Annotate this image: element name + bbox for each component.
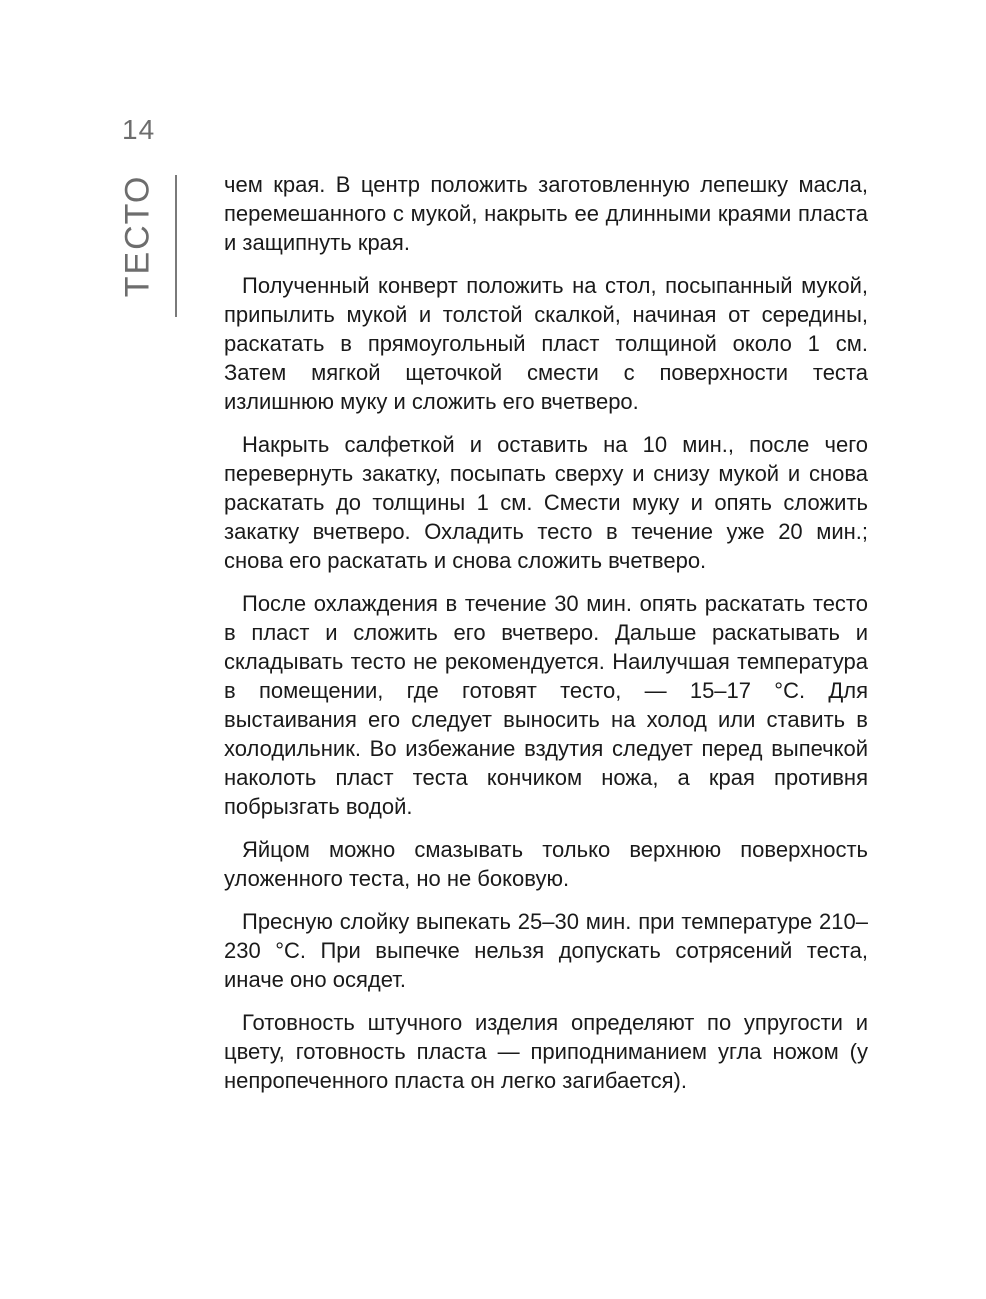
paragraph: После охлаждения в течение 30 мин. опять раскатать тесто в пласт и сложить его вчетверо. Дальше раскатывать и складывать тесто не рекомендуется. Наилучшая температура в помещении, где готовят тесто, — 15–17 °С. Для выстаивания его следует выносить на холод или ставить в холодильник. Во избежание вздутия следует перед выпечкой наколоть пласт теста кончиком ножа, а края противня побрызгать водой. [224, 591, 868, 819]
page-number: 14 [122, 114, 156, 145]
section-divider [175, 175, 177, 317]
section-title: ТЕСТО [118, 174, 157, 298]
paragraph: Накрыть салфеткой и оставить на 10 мин., после чего перевернуть закатку, посыпать сверху и снизу мукой и снова раскатать до толщины 1 см. Смести муку и опять сложить закатку вчетверо. Охладить тесто в течение уже 20 мин.; снова его раскатать и снова сложить вчетверо. [224, 432, 868, 573]
paragraph: чем края. В центр положить заготовленную лепешку масла, перемешанного с мукой, накрыть ее длинными краями пласта и защипнуть края. [224, 172, 868, 255]
paragraph: Пресную слойку выпекать 25–30 мин. при температуре 210–230 °С. При выпечке нельзя допускать сотрясений теста, иначе оно осядет. [224, 909, 868, 992]
paragraph: Яйцом можно смазывать только верхнюю поверхность уложенного теста, но не боковую. [224, 837, 868, 891]
body-text [224, 170, 868, 1109]
paragraph: Готовность штучного изделия определяют по упругости и цвету, готовность пласта — приподниманием угла ножом (у непропеченного пласта он легко загибается). [224, 1010, 868, 1093]
paragraph: Полученный конверт положить на стол, посыпанный мукой, припылить мукой и толстой скалкой, начиная от середины, раскатать в прямоугольный пласт толщиной около 1 см. Затем мягкой щеточкой смести с поверхности теста излишнюю муку и сложить его вчетверо. [224, 273, 868, 414]
